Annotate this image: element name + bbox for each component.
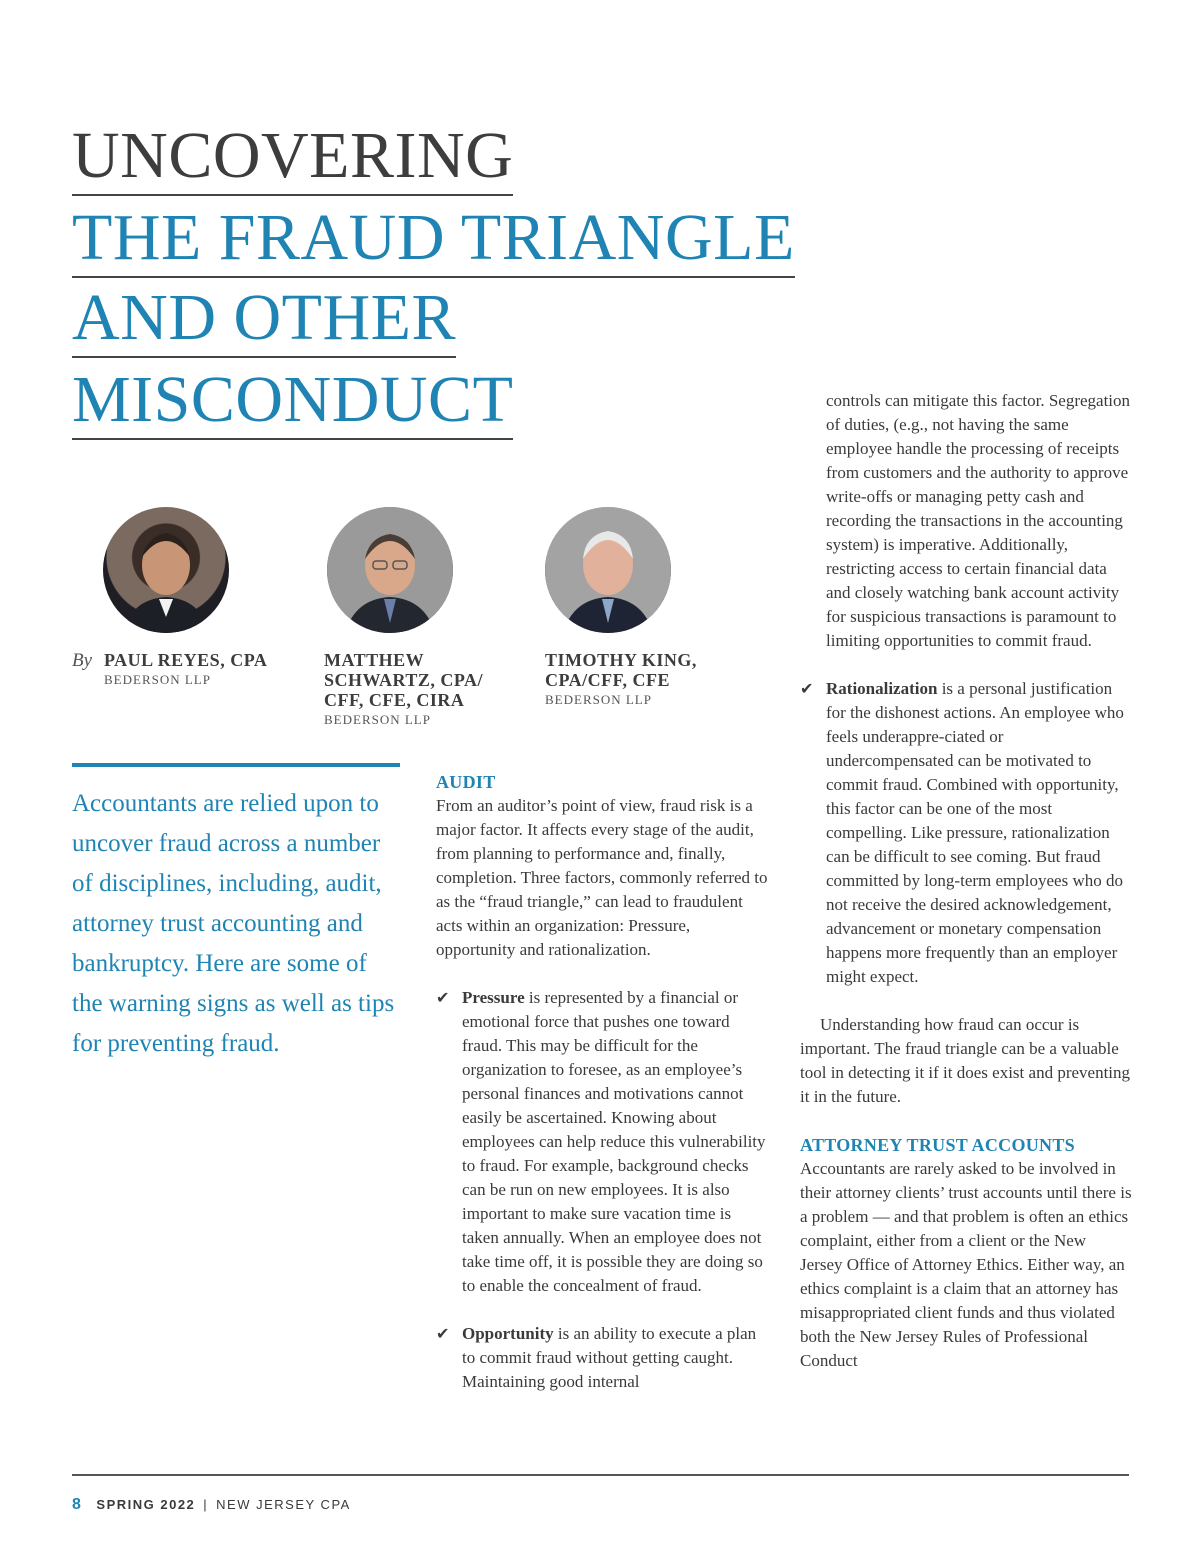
title-line-3: AND OTHER xyxy=(72,282,456,358)
footer-rule xyxy=(72,1474,1129,1476)
page-number: 8 xyxy=(72,1496,83,1513)
author-photo-timothy-king xyxy=(545,507,671,633)
section-heading-attorney-trust: ATTORNEY TRUST ACCOUNTS xyxy=(800,1135,1075,1155)
check-icon: ✔ xyxy=(800,679,814,698)
publication-name: NEW JERSEY CPA xyxy=(216,1497,351,1512)
audit-intro: From an auditor’s point of view, fraud risk is a major factor. It affects every stage of the audit, from planning to performance and, finally, completion. Three factors, commonly referred to as the “fraud triangle,” can lead to fraudulent acts within an organization: Pressure, opportunity and rationalization. xyxy=(436,796,768,959)
bullet-pressure xyxy=(436,986,772,1298)
author-matthew-schwartz xyxy=(324,650,524,728)
page-footer xyxy=(72,1496,351,1514)
author-name: MATTHEW SCHWARTZ, CPA/ CFF, CFE, CIRA xyxy=(324,650,484,710)
bullet-opportunity xyxy=(436,1322,772,1394)
bullet-text: is an ability to execute a plan to commit fraud without getting caught. Maintaining good internal xyxy=(462,1324,757,1391)
byline-by: By xyxy=(72,650,93,671)
author-photo-matthew-schwartz xyxy=(327,507,453,633)
bullet-text: is a personal justification for the dishonest actions. An employee who feels underappre-ciated or undercompensated can be motivated to commit fraud. Combined with opportunity, this factor can be one of the most compelling. Like pressure, rationalization can be difficult to see coming. But fraud committed by long-term employees who do not receive the desired acknowledgement, advancement or monetary compensation happens more frequently than an employer might expect. xyxy=(826,679,1124,986)
opportunity-continued: controls can mitigate this factor. Segregation of duties, (e.g., not having the same employee handle the processing of receipts from customers and the authority to approve write-offs or managing petty cash and recording the transactions in the accounting system) is imperative. Additionally, restricting access to certain financial data and closely watching bank account activity for suspicious transactions is paramount to limiting opportunities to commit fraud. xyxy=(826,391,1131,650)
author-paul-reyes xyxy=(104,650,304,688)
issue-season: SPRING 2022 xyxy=(96,1497,196,1512)
bullet-rationalization xyxy=(800,677,1132,989)
author-firm: BEDERSON LLP xyxy=(104,672,211,687)
author-photo-paul-reyes xyxy=(103,507,229,633)
check-icon: ✔ xyxy=(436,988,450,1007)
author-firm: BEDERSON LLP xyxy=(324,712,431,727)
column-audit xyxy=(436,770,772,1394)
author-name: TIMOTHY KING, CPA/CFF, CFE xyxy=(545,650,697,690)
attorney-trust-text: Accountants are rarely asked to be involved in their attorney clients’ trust accounts until there is a problem — and that problem is often an ethics complaint, either from a client or the New Jersey Office of Attorney Ethics. Either way, an ethics complaint is a claim that an attorney has misappropriated client funds and thus violated both the New Jersey Rules of Professional Conduct xyxy=(800,1159,1132,1370)
column-continued xyxy=(800,389,1132,1373)
author-timothy-king xyxy=(545,650,745,708)
author-name: PAUL REYES, CPA xyxy=(104,650,268,670)
bullet-term: Opportunity xyxy=(462,1324,554,1343)
pull-quote-rule xyxy=(72,763,400,767)
check-icon: ✔ xyxy=(436,1324,450,1343)
pull-quote: Accountants are relied upon to uncover fraud across a number of disciplines, including, audit, attorney trust accounting and bankruptcy. Here are some of the warning signs as well as tips for preventing fraud. xyxy=(72,790,395,1057)
closing-paragraph: Understanding how fraud can occur is important. The fraud triangle can be a valuable tool in detecting it if it does exist and preventing it in the future. xyxy=(800,1015,1131,1106)
bullet-term: Pressure xyxy=(462,988,525,1007)
title-line-1: UNCOVERING xyxy=(72,120,513,196)
author-firm: BEDERSON LLP xyxy=(545,692,652,707)
title-line-4: MISCONDUCT xyxy=(72,364,513,440)
footer-separator: | xyxy=(203,1497,209,1512)
title-line-2: THE FRAUD TRIANGLE xyxy=(72,202,795,278)
section-heading-audit: AUDIT xyxy=(436,772,496,792)
bullet-text: is represented by a financial or emotional force that pushes one toward fraud. This may be difficult for the organization to foresee, as an employee’s personal finances and motivations cannot easily be ascertained. Knowing about employees can help reduce this vulnerability to fraud. For example, background checks can be run on new employees. It is also important to make sure vacation time is taken annually. When an employee does not take time off, it is possible they are doing so to enable the concealment of fraud. xyxy=(462,988,766,1295)
bullet-term: Rationalization xyxy=(826,679,938,698)
